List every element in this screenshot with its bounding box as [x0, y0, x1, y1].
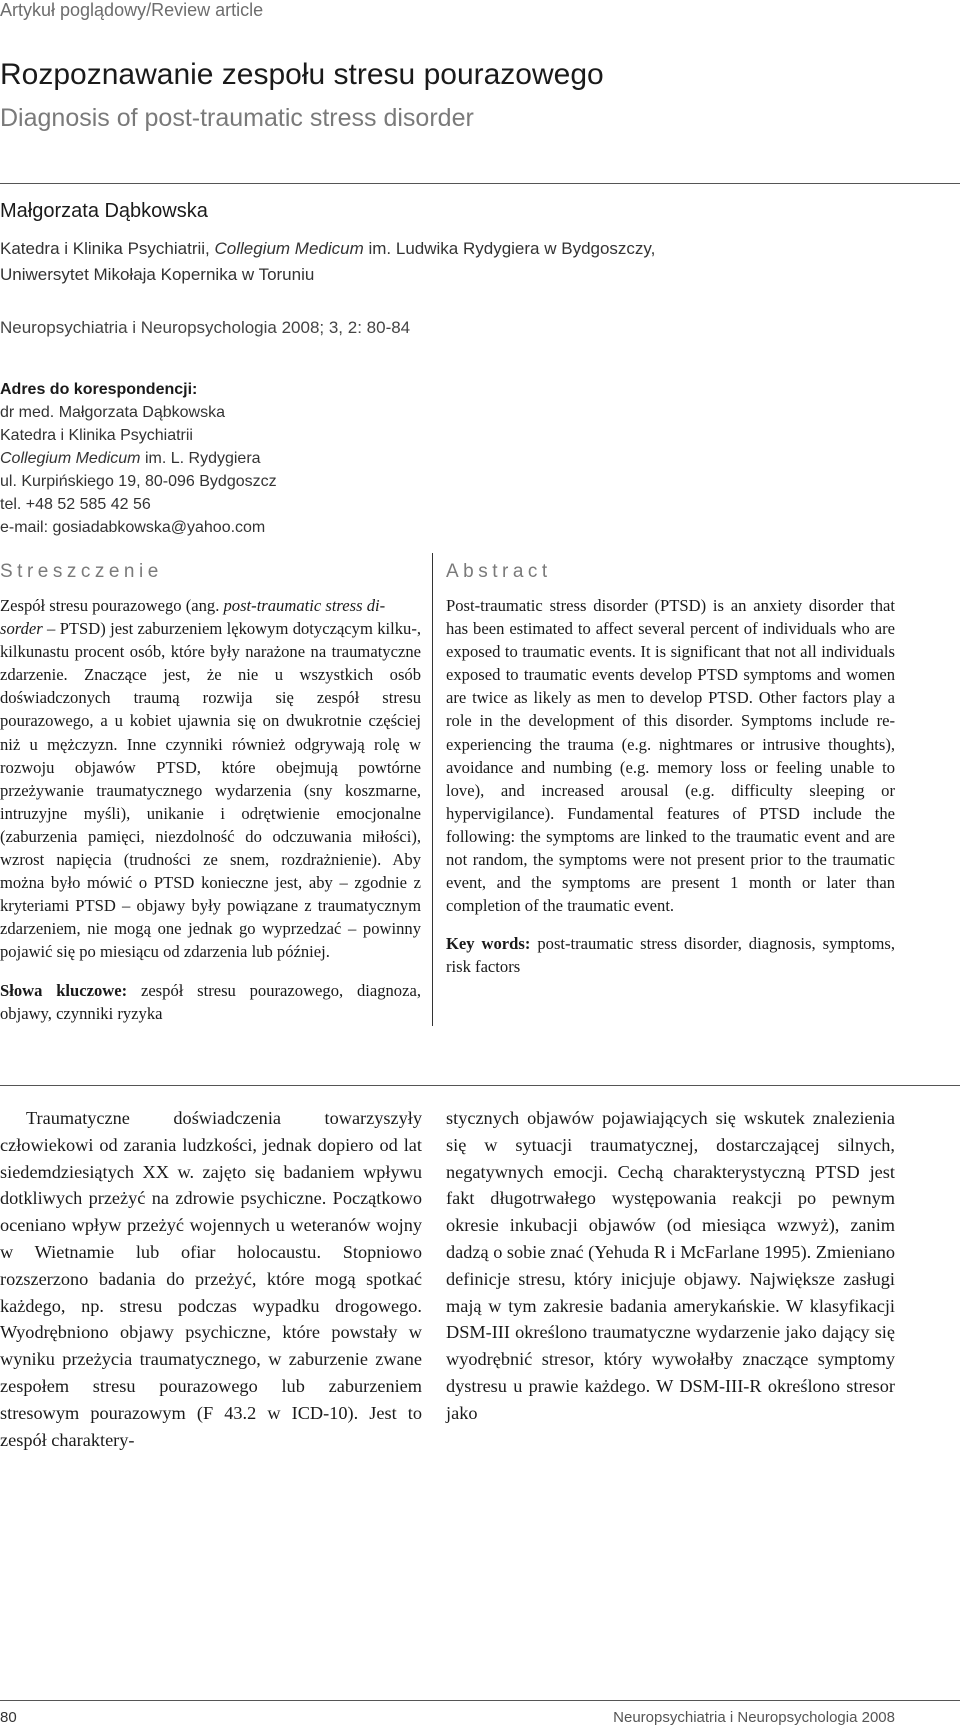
affiliation-part-1: Katedra i Klinika Psychiatrii, — [0, 239, 215, 258]
abstract-polish — [0, 594, 421, 1025]
footer-divider — [0, 1700, 960, 1701]
article-type-label: Artykuł poglądowy/Review article — [0, 0, 264, 20]
correspondence-institution: Collegium Medicum im. L. Rydygiera — [0, 450, 261, 467]
keywords-english-list: post-traumatic stress disorder, diagnosis, symptoms, risk factors — [446, 934, 895, 977]
keywords-polish-list: zespół stresu pourazowego, diagnoza, objawy, czynniki ryzyka — [0, 980, 421, 1023]
abstract-english — [446, 594, 895, 979]
correspondence-email[interactable]: e-mail: gosiadabkowska@yahoo.com — [0, 519, 266, 536]
section-divider — [0, 1085, 960, 1086]
correspondence-block — [0, 378, 277, 539]
column-divider — [432, 553, 433, 1026]
keywords-polish — [0, 979, 421, 1025]
journal-footer: Neuropsychiatria i Neuropsychologia 2008 — [613, 1709, 895, 1726]
correspondence-name: dr med. Małgorzata Dąbkowska — [0, 404, 225, 421]
title-english: Diagnosis of post-traumatic stress disorder — [0, 104, 474, 132]
affiliation-part-2: im. Ludwika Rydygiera w Bydgoszczy, — [363, 239, 656, 258]
body-column-left: Traumatyczne doświadczenia towarzyszyły człowiekowi od zarania ludzkości, jednak dopiero od lat siedemdziesiątych XX w. zajęto się badaniem wpływu dotkliwych przeżyć na zdrowie psychiczne. Początkowo oceniano wpływ przeżyć wojennych u weteranów wojny w Wietnamie lub ofiar holocaustu. Stopniowo rozszerzono badania do przeżyć, które mogą spotkać każdego, np. stresu podczas wypadku drogowego. Wyodrębniono objawy psychiczne, które powstały w wyniku przeżycia traumatycznego, w zaburzenie zwane zespołem stresu pourazowego lub zaburzeniem stresowym pourazowym (F 43.2 w ICD-10). Jest to zespół charaktery- — [0, 1108, 422, 1450]
keywords-english — [446, 932, 895, 978]
top-divider — [0, 183, 960, 184]
abstract-polish-text: Zespół stresu pourazowego (ang. post-traumatic stress di- sorder – PTSD) jest zaburzeniem lękowym dotyczącym kilku-, kilkunastu procent osób, które były narażone na traumatyczne zdarzenie. Znaczące jest, że nie u wszystkich osób doświadczonych traumą rozwija się zespół stresu pourazowego, a u kobiet ujawnia się on dwukrotnie częściej niż u mężczyzn. Inne czynniki również odgrywają rolę w rozwoju objawów PTSD, które obejmują powtórne przeżywanie traumatycznego wydarzenia (sny koszmarne, intruzyjne myśli), unikanie i odrętwienie emocjonalne (zaburzenia pamięci, niezdolność do odczuwania miłości), wzrost napięcia (trudności ze snem, rozdrażnienie). Aby można było mówić o PTSD konieczne jest, aby – zgodnie z kryteriami PTSD – objawy były powiązane z traumatycznym zdarzeniem, nie mogą one jednak go wyprzedzać – powinny pojawić się po miesiącu od zdarzenia lub później. — [0, 596, 421, 962]
abstract-english-text: Post-traumatic stress disorder (PTSD) is an anxiety disorder that has been estimated to affect several percent of individuals who are exposed to traumatic events. It is significant that not all individuals exposed to traumatic events develop PTSD symptoms and women are twice as likely as men to develop PTSD. Other factors play a role in the development of this disorder. Symptoms include re-experiencing the trauma (e.g. nightmares or intrusive thoughts), avoidance and numbing (e.g. memory loss or feeling unable to love), and increased arousal (e.g. difficulty sleeping or hypervigilance). Fundamental features of PTSD include the following: the symptoms are linked to the traumatic event and are not random, the symptoms were not present prior to the traumatic event, and the symptoms are present 1 month or later than completion of the traumatic event. — [446, 596, 895, 916]
keywords-english-label: Key words: — [446, 934, 531, 954]
author-affiliation — [0, 236, 655, 288]
correspondence-street: ul. Kurpińskiego 19, 80-096 Bydgoszcz — [0, 473, 277, 490]
streszczenie-heading: Streszczenie — [0, 561, 163, 582]
affiliation-collegium: Collegium Medicum — [214, 239, 364, 258]
correspondence-dept: Katedra i Klinika Psychiatrii — [0, 427, 193, 444]
title-polish: Rozpoznawanie zespołu stresu pourazowego — [0, 58, 604, 91]
keywords-polish-label: Słowa kluczowe: — [0, 980, 128, 1000]
correspondence-heading: Adres do korespondencji: — [0, 381, 198, 398]
correspondence-phone: tel. +48 52 585 42 56 — [0, 496, 151, 513]
body-column-right: stycznych objawów pojawiających się wskutek znalezienia się w sytuacji traumatycznej, dostarczającej silnych, negatywnych emocji. Cechą charakterystyczną PTSD jest fakt długotrwałego występowania reakcji po pewnym okresie inkubacji objawów (od miesiąca wzwyż), zanim dadzą o sobie znać (Yehuda R i McFarlane 1995). Zmieniano definicje stresu, który inicjuje objawy. Największe zasługi mają w tym zakresie badania amerykańskie. W klasyfikacji DSM-III określono traumatyczne wydarzenie jako dający się wyodrębnić stresor, który wywołałby znaczące symptomy dystresu u prawie każdego. W DSM-III-R określono stresor jako — [446, 1108, 895, 1423]
page-number: 80 — [0, 1709, 17, 1726]
author-name: Małgorzata Dąbkowska — [0, 200, 208, 222]
abstract-heading: Abstract — [446, 561, 552, 582]
citation: Neuropsychiatria i Neuropsychologia 2008; 3, 2: 80-84 — [0, 318, 411, 337]
affiliation-university: Uniwersytet Mikołaja Kopernika w Toruniu — [0, 265, 315, 284]
